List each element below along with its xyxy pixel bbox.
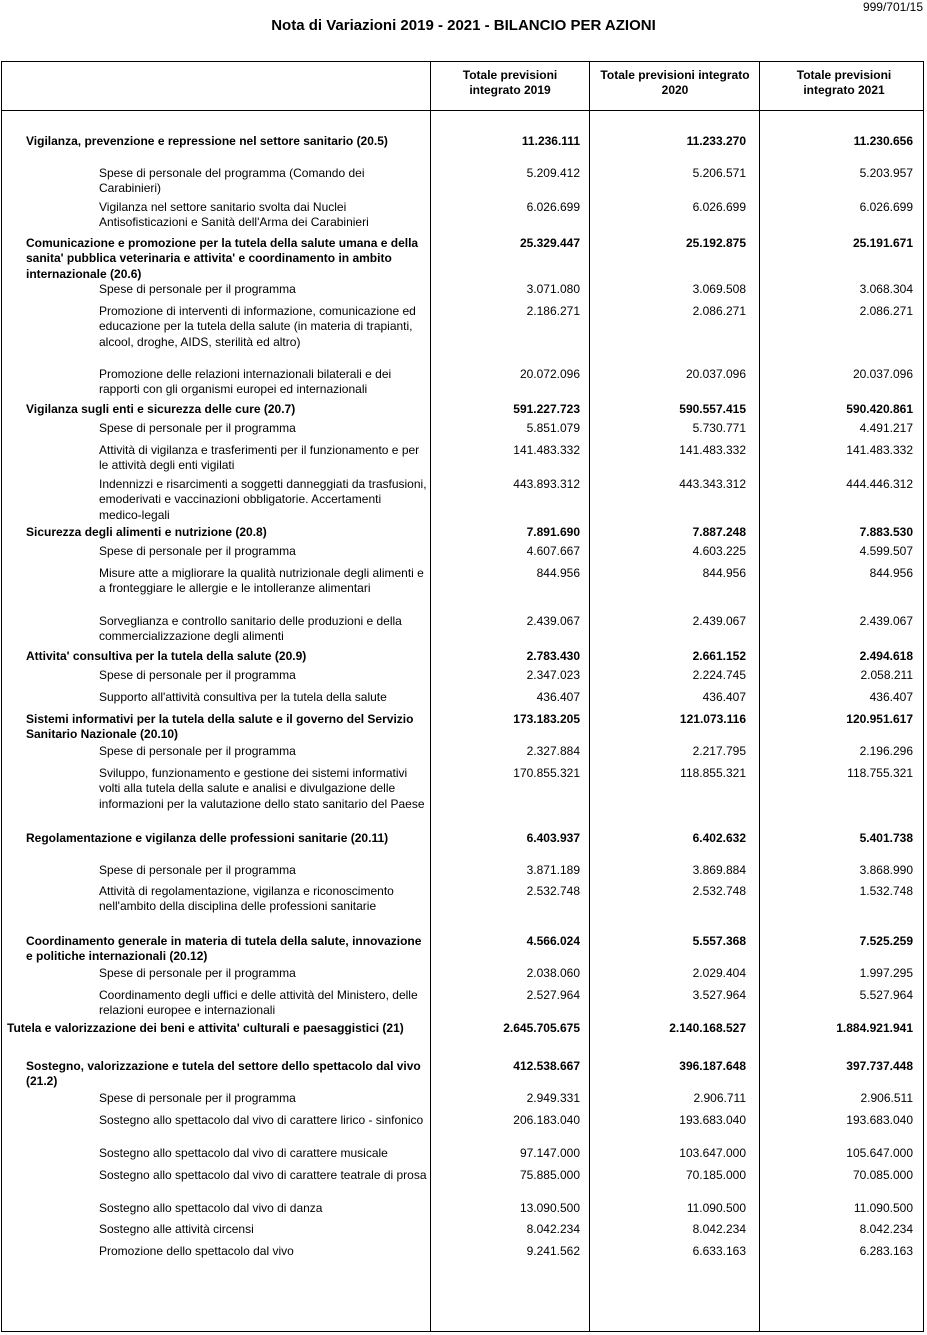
column-header-2019: Totale previsioni integrato 2019 — [462, 68, 558, 97]
row-description: Sorveglianza e controllo sanitario delle produzioni e della commercializzazione degli alimenti — [99, 614, 402, 644]
value-2019: 2.949.331 — [526, 1091, 580, 1105]
row-description: Promozione dello spettacolo dal vivo — [99, 1244, 294, 1258]
value-2021: 2.439.067 — [859, 614, 913, 628]
row-description: Sostegno allo spettacolo dal vivo di carattere musicale — [99, 1146, 388, 1160]
value-2020: 2.661.152 — [692, 649, 746, 663]
row-description: Attivita' consultiva per la tutela della salute (20.9) — [26, 649, 307, 663]
value-2020: 3.527.964 — [692, 988, 746, 1002]
value-2020: 436.407 — [702, 690, 746, 704]
value-2019: 173.183.205 — [513, 712, 580, 726]
value-2021: 11.230.656 — [853, 134, 913, 148]
value-2019: 141.483.332 — [513, 443, 580, 457]
row-description: Coordinamento degli uffici e delle attività del Ministero, delle relazioni europee e internazionali — [99, 988, 418, 1018]
row-description: Attività di vigilanza e trasferimenti per il funzionamento e per le attività degli enti vigilati — [99, 443, 420, 473]
value-2019: 7.891.690 — [526, 525, 580, 539]
value-2019: 206.183.040 — [513, 1113, 580, 1127]
value-2019: 6.026.699 — [526, 200, 580, 214]
value-2020: 118.855.321 — [680, 766, 746, 780]
value-2020: 8.042.234 — [692, 1222, 746, 1236]
budget-table — [1, 61, 924, 1332]
value-2019: 3.871.189 — [526, 863, 580, 877]
value-2020: 2.140.168.527 — [669, 1021, 746, 1035]
value-2021: 8.042.234 — [859, 1222, 913, 1236]
value-2020: 590.557.415 — [679, 402, 746, 416]
value-2019: 2.439.067 — [526, 614, 580, 628]
row-description: Spese di personale per il programma — [99, 744, 296, 758]
value-2019: 412.538.667 — [513, 1059, 580, 1073]
value-2020: 4.603.225 — [692, 544, 746, 558]
value-2021: 3.868.990 — [859, 863, 913, 877]
value-2021: 3.068.304 — [859, 282, 913, 296]
value-2020: 6.402.632 — [692, 831, 746, 845]
value-2021: 2.196.296 — [859, 744, 913, 758]
row-description: Spese di personale per il programma — [99, 421, 296, 435]
header-divider — [2, 110, 923, 111]
row-description: Sostegno allo spettacolo dal vivo di danza — [99, 1201, 323, 1215]
value-2019: 2.347.023 — [526, 668, 580, 682]
row-description: Vigilanza nel settore sanitario svolta dai Nuclei Antisofisticazioni e Sanità dell'Arma dei Carabinieri — [99, 200, 369, 230]
row-description: Sicurezza degli alimenti e nutrizione (20.8) — [26, 525, 267, 539]
value-2021: 436.407 — [869, 690, 913, 704]
value-2020: 2.439.067 — [692, 614, 746, 628]
row-description: Spese di personale per il programma — [99, 1091, 296, 1105]
value-2021: 5.203.957 — [859, 166, 913, 180]
value-2021: 1.532.748 — [859, 884, 913, 898]
row-description: Promozione di interventi di informazione, comunicazione ed educazione per la tutela della salute (in materia di trapianti, alcool, droghe, AIDS, sterilità ed altro) — [99, 304, 416, 349]
value-2019: 2.327.884 — [526, 744, 580, 758]
value-2020: 141.483.332 — [679, 443, 746, 457]
value-2020: 11.090.500 — [686, 1201, 746, 1215]
value-2021: 397.737.448 — [846, 1059, 913, 1073]
value-2019: 25.329.447 — [519, 236, 580, 250]
value-2019: 2.645.705.675 — [503, 1021, 580, 1035]
row-description: Sostegno allo spettacolo dal vivo di carattere lirico - sinfonico — [99, 1113, 424, 1127]
value-2021: 590.420.861 — [846, 402, 913, 416]
row-description: Sviluppo, funzionamento e gestione dei sistemi informativi volti alla tutela della salute e analisi e divulgazione delle informazioni per la valutazione dello stato sanitario del Paese — [99, 766, 425, 811]
row-description: Promozione delle relazioni internazionali bilaterali e dei rapporti con gli organismi europei ed internazionali — [99, 367, 392, 397]
value-2019: 8.042.234 — [526, 1222, 580, 1236]
value-2019: 9.241.562 — [526, 1244, 580, 1258]
value-2021: 5.401.738 — [859, 831, 913, 845]
row-description: Sistemi informativi per la tutela della salute e il governo del Servizio Sanitario Nazionale (20.10) — [26, 712, 414, 742]
value-2021: 20.037.096 — [852, 367, 913, 381]
column-divider — [430, 62, 431, 1331]
value-2019: 97.147.000 — [519, 1146, 580, 1160]
value-2020: 7.887.248 — [692, 525, 746, 539]
row-description: Vigilanza sugli enti e sicurezza delle cure (20.7) — [26, 402, 296, 416]
value-2019: 4.607.667 — [526, 544, 580, 558]
value-2021: 2.058.211 — [860, 668, 913, 682]
row-description: Attività di regolamentazione, vigilanza e riconoscimento nell'ambito della disciplina delle professioni sanitarie — [99, 884, 394, 914]
value-2020: 103.647.000 — [679, 1146, 746, 1160]
value-2019: 2.532.748 — [526, 884, 580, 898]
value-2021: 120.951.617 — [846, 712, 913, 726]
value-2021: 2.494.618 — [859, 649, 913, 663]
column-header-2021: Totale previsioni integrato 2021 — [796, 68, 892, 97]
row-description: Spese di personale del programma (Comando dei Carabinieri) — [99, 166, 365, 196]
value-2019: 2.527.964 — [526, 988, 580, 1002]
value-2021: 444.446.312 — [846, 477, 913, 491]
value-2020: 2.224.745 — [692, 668, 746, 682]
value-2020: 20.037.096 — [685, 367, 746, 381]
value-2021: 141.483.332 — [846, 443, 913, 457]
value-2020: 2.217.795 — [692, 744, 746, 758]
row-description: Supporto all'attività consultiva per la tutela della salute — [99, 690, 387, 704]
value-2020: 6.026.699 — [692, 200, 746, 214]
value-2021: 7.525.259 — [859, 934, 913, 948]
value-2020: 193.683.040 — [679, 1113, 746, 1127]
value-2020: 2.532.748 — [692, 884, 746, 898]
value-2020: 5.730.771 — [692, 421, 746, 435]
row-description: Vigilanza, prevenzione e repressione nel settore sanitario (20.5) — [26, 134, 388, 148]
row-description: Comunicazione e promozione per la tutela della salute umana e della sanita' pubblica veterinaria e attivita' e coordinamento in ambito internazionale (20.6) — [26, 236, 419, 281]
row-description: Indennizzi e risarcimenti a soggetti danneggiati da trasfusioni, emoderivati e vaccinazioni obbligatorie. Accertamenti medico-legali — [99, 477, 427, 522]
value-2021: 844.956 — [869, 566, 913, 580]
value-2019: 13.090.500 — [519, 1201, 580, 1215]
value-2019: 844.956 — [536, 566, 580, 580]
row-description: Spese di personale per il programma — [99, 668, 296, 682]
value-2019: 5.209.412 — [526, 166, 580, 180]
row-description: Misure atte a migliorare la qualità nutrizionale degli alimenti e a fronteggiare le allergie e le intolleranze alimentari — [99, 566, 424, 596]
value-2019: 75.885.000 — [519, 1168, 580, 1182]
value-2021: 11.090.500 — [853, 1201, 913, 1215]
value-2020: 443.343.312 — [679, 477, 746, 491]
value-2019: 6.403.937 — [526, 831, 580, 845]
value-2021: 4.599.507 — [859, 544, 913, 558]
value-2021: 6.026.699 — [859, 200, 913, 214]
value-2019: 443.893.312 — [513, 477, 580, 491]
value-2020: 6.633.163 — [692, 1244, 746, 1258]
row-description: Spese di personale per il programma — [99, 863, 296, 877]
value-2020: 396.187.648 — [679, 1059, 746, 1073]
value-2021: 2.086.271 — [859, 304, 913, 318]
value-2021: 1.997.295 — [859, 966, 913, 980]
value-2020: 70.185.000 — [685, 1168, 746, 1182]
value-2020: 5.557.368 — [692, 934, 746, 948]
value-2020: 3.869.884 — [692, 863, 746, 877]
column-divider — [759, 62, 760, 1331]
value-2019: 5.851.079 — [526, 421, 580, 435]
value-2021: 105.647.000 — [846, 1146, 913, 1160]
value-2021: 70.085.000 — [852, 1168, 913, 1182]
value-2021: 193.683.040 — [846, 1113, 913, 1127]
row-description: Sostegno allo spettacolo dal vivo di carattere teatrale di prosa — [99, 1168, 427, 1182]
column-divider — [589, 62, 590, 1331]
value-2021: 2.906.511 — [860, 1091, 913, 1105]
value-2019: 20.072.096 — [519, 367, 580, 381]
column-header-2020: Totale previsioni integrato 2020 — [600, 68, 750, 97]
value-2021: 5.527.964 — [859, 988, 913, 1002]
value-2020: 3.069.508 — [692, 282, 746, 296]
value-2019: 3.071.080 — [526, 282, 580, 296]
value-2021: 4.491.217 — [859, 421, 913, 435]
row-description: Spese di personale per il programma — [99, 282, 296, 296]
value-2019: 591.227.723 — [513, 402, 580, 416]
value-2019: 11.236.111 — [521, 134, 580, 148]
value-2020: 5.206.571 — [692, 166, 746, 180]
value-2020: 25.192.875 — [685, 236, 746, 250]
value-2021: 7.883.530 — [859, 525, 913, 539]
value-2020: 2.906.711 — [693, 1091, 746, 1105]
row-description: Sostegno alle attività circensi — [99, 1222, 254, 1236]
value-2019: 2.186.271 — [526, 304, 580, 318]
value-2019: 2.038.060 — [526, 966, 580, 980]
value-2021: 6.283.163 — [859, 1244, 913, 1258]
row-description: Coordinamento generale in materia di tutela della salute, innovazione e politiche internazionali (20.12) — [26, 934, 422, 964]
value-2021: 118.755.321 — [847, 766, 913, 780]
value-2020: 121.073.116 — [679, 712, 746, 726]
value-2020: 844.956 — [702, 566, 746, 580]
value-2021: 25.191.671 — [852, 236, 913, 250]
value-2019: 4.566.024 — [526, 934, 580, 948]
value-2019: 2.783.430 — [526, 649, 580, 663]
value-2021: 1.884.921.941 — [836, 1021, 913, 1035]
document-reference: 999/701/15 — [862, 0, 923, 14]
value-2020: 2.086.271 — [692, 304, 746, 318]
row-description: Sostegno, valorizzazione e tutela del settore dello spettacolo dal vivo (21.2) — [26, 1059, 421, 1089]
value-2019: 436.407 — [536, 690, 580, 704]
row-description: Spese di personale per il programma — [99, 966, 296, 980]
value-2019: 170.855.321 — [513, 766, 580, 780]
page-title: Nota di Variazioni 2019 - 2021 - BILANCIO PER AZIONI — [271, 17, 656, 34]
row-description: Spese di personale per il programma — [99, 544, 296, 558]
value-2020: 11.233.270 — [686, 134, 746, 148]
value-2020: 2.029.404 — [692, 966, 746, 980]
row-description: Regolamentazione e vigilanza delle professioni sanitarie (20.11) — [26, 831, 389, 845]
row-description: Tutela e valorizzazione dei beni e attivita' culturali e paesaggistici (21) — [7, 1021, 404, 1035]
